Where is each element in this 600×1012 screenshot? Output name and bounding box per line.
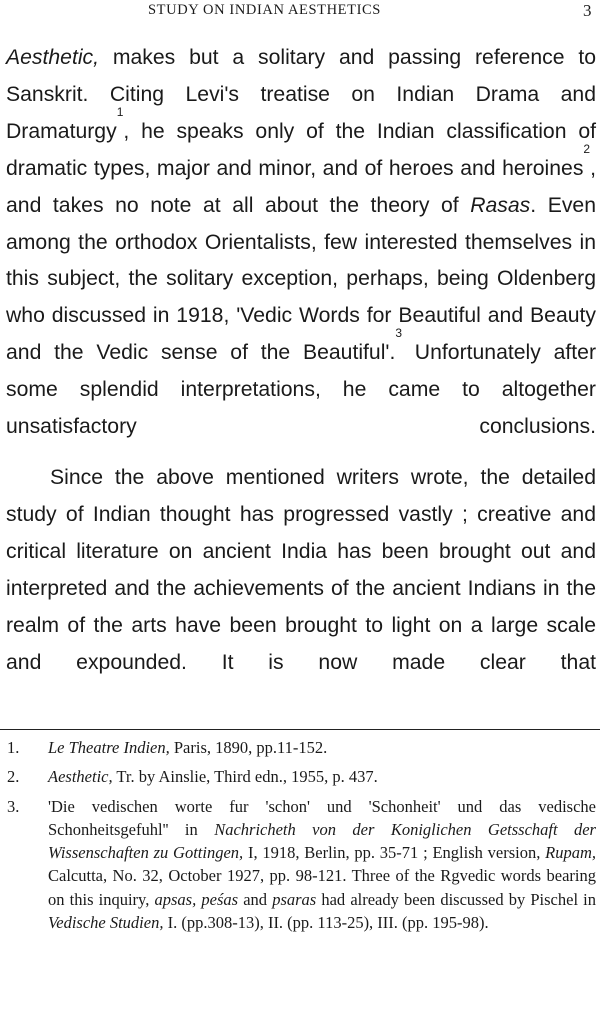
footnote-number: 1. [7,738,20,757]
footnote [7,795,596,935]
italic-term: Rasas [470,193,531,217]
italic-term: Aesthetic, [6,46,100,69]
paragraph-1 [6,40,596,446]
text-run: . Even among the orthodox Orientalists, few interested themselves in this subject, the solitary exception, perhaps, being Oldenberg who discussed in 1918, 'Vedic Words for Beautiful and Beauty and the Vedic sense of the Beautiful'. [6,193,596,365]
italic-term: Rupam, [545,843,596,863]
footnote-divider [0,729,600,730]
footnote-text [48,736,596,759]
italic-term: apsas, peśas [154,889,239,909]
italic-term: Vedische Studien, [48,913,164,933]
text-run: 'Die vedischen worte fur 'schon' und 'Schonheit' und das vedische Schonheitsgefuhl'' in [48,796,596,839]
footnote-ref-2: 2 [583,141,591,156]
text-run: and [238,889,273,909]
italic-term: psaras [272,889,317,909]
text-run: Tr. by Ainslie, Third edn., 1955, p. 437. [112,767,378,787]
text-run: Calcutta, No. 32, October 1927, pp. 98-121. Three of the Rgvedic words bearing on this inquiry, [48,866,596,909]
italic-term: Nachricheth von der Koniglichen Getsschaft der Wissenschaften zu Gottingen, [48,819,596,863]
italic-term: Aesthetic, [48,767,113,787]
footnote-ref-1: 1 [116,104,124,119]
footnote [7,736,596,759]
paragraph-2: Since the above mentioned writers wrote, the detailed study of Indian thought has progressed vastly ; creative and critical literature on ancient India has been brought out and interpreted and the achievements of the ancient Indians in the realm of the arts have been brought to light on a large scale and expounded. It is now made clear that [6,465,596,674]
page-number: 3 [583,1,592,20]
text-run: had already been discussed by Pischel in [316,889,597,909]
text-run: , he speaks only of the Indian classification of dramatic types, major and minor, and of heroes and heroines [6,119,596,180]
text-run: I. (pp.308-13), II. (pp. 113-25), III. (pp. 195-98). [163,913,489,933]
footnotes [7,736,596,940]
text-run: , and takes no note at all about the theory of [6,156,596,217]
italic-term: Le Theatre Indien, [48,738,170,757]
footnote-ref-3: 3 [395,326,403,341]
footnote-text [48,795,596,935]
text-run: makes but a solitary and passing reference to Sanskrit. Citing Levi's treatise on Indian Drama and Dramaturgy [6,46,596,143]
text-run: Unfortunately after some splendid interpretations, he came to altogether unsatisfactory conclusions. [6,341,596,439]
running-head: STUDY ON INDIAN AESTHETICS [148,2,381,18]
footnote-number: 3. [7,796,20,816]
footnote-number: 2. [7,767,20,787]
text-run: Paris, 1890, pp.11-152. [169,738,328,757]
footnote [7,765,596,788]
page-header [0,2,600,26]
text-run: I, 1918, Berlin, pp. 35-71 ; English version, [243,843,546,863]
footnote-text [48,765,596,788]
body-text [6,40,596,681]
